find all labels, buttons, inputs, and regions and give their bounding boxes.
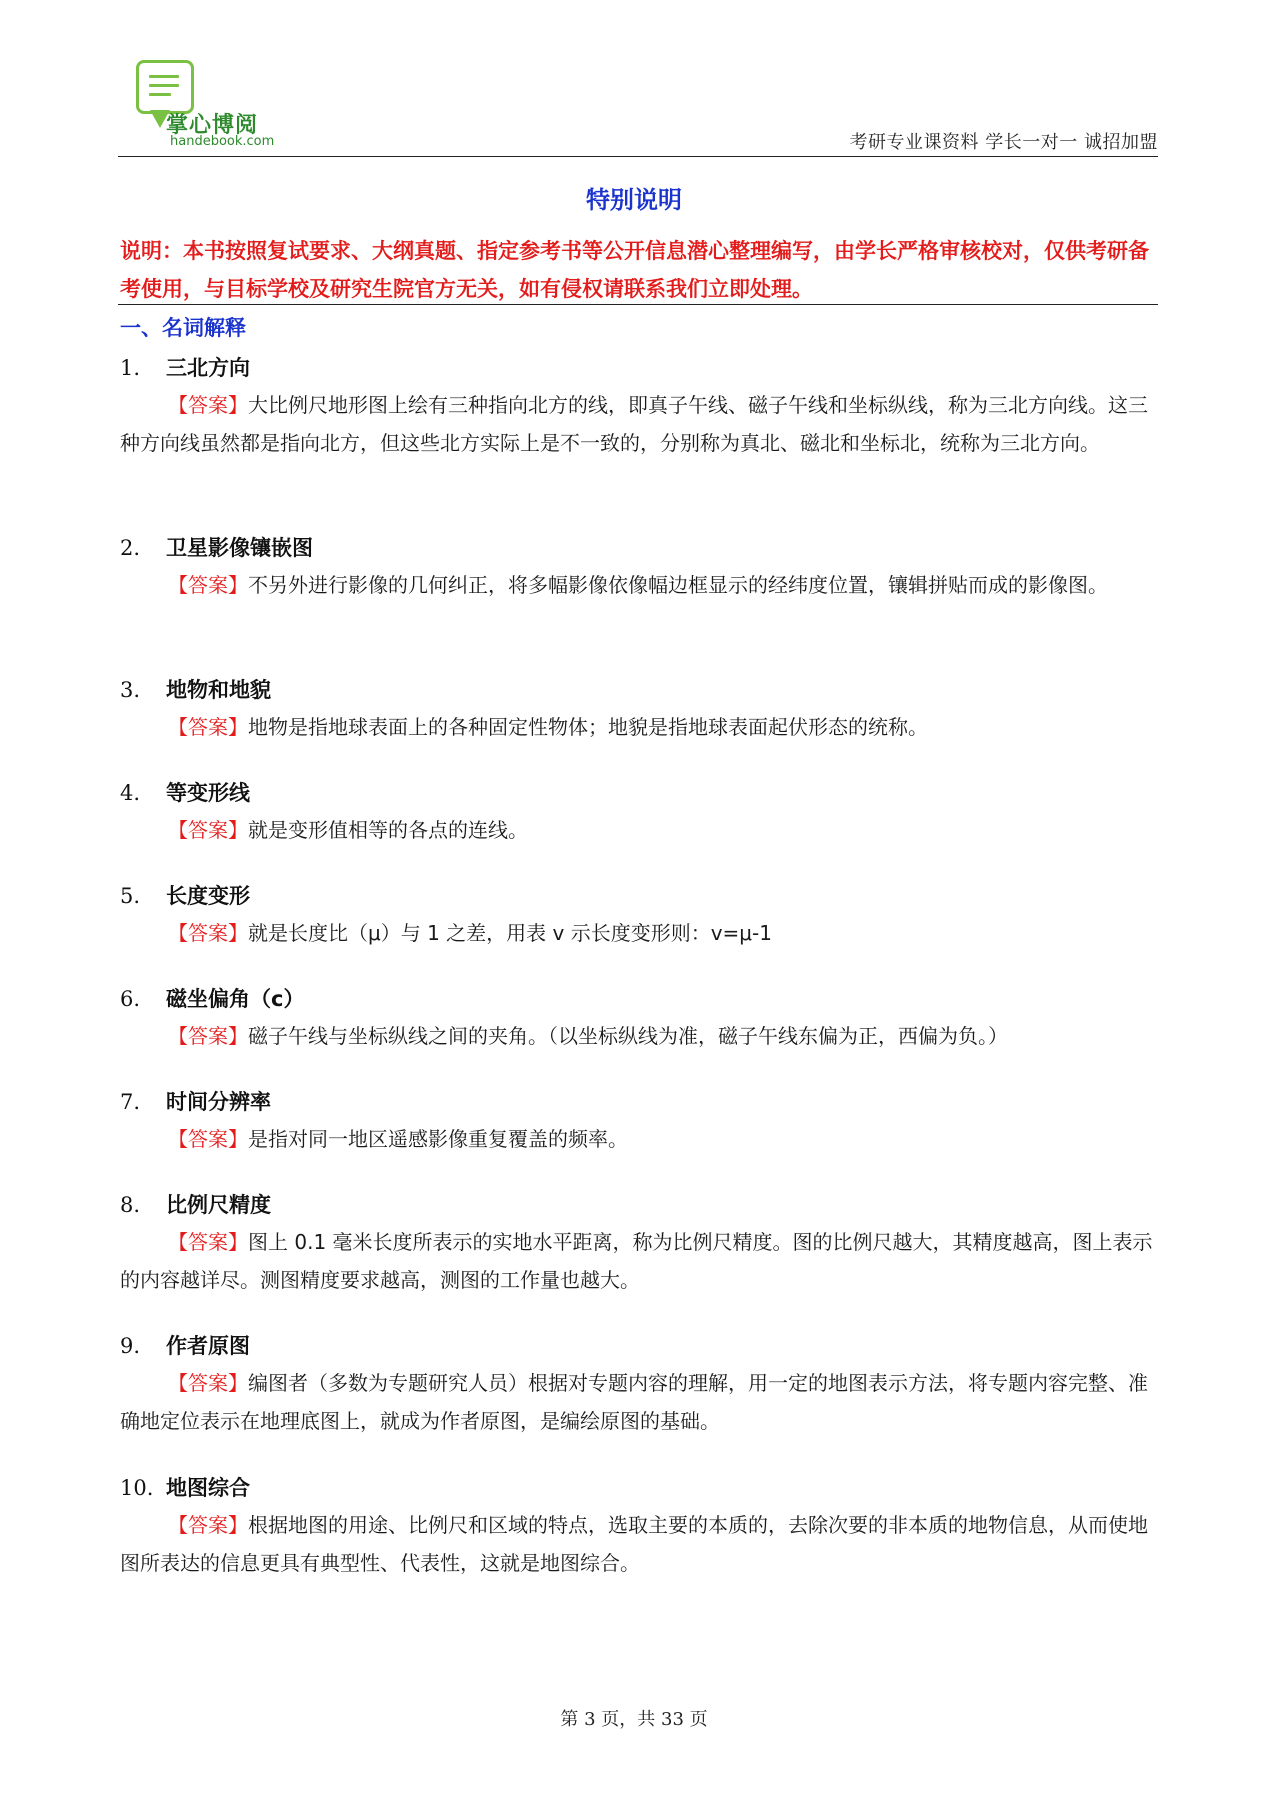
term-title: 卫星影像镶嵌图 — [166, 536, 313, 560]
term-entry — [120, 981, 1160, 1055]
term-title: 地图综合 — [166, 1476, 250, 1500]
answer-text: 地物是指地球表面上的各种固定性物体；地貌是指地球表面起伏形态的统称。 — [248, 715, 928, 739]
term-answer — [120, 1017, 1160, 1055]
term-title: 比例尺精度 — [166, 1193, 271, 1217]
answer-text: 就是长度比（μ）与 1 之差，用表 v 示长度变形则：v=μ-1 — [248, 921, 772, 945]
term-number: 10. — [120, 1476, 154, 1500]
logo-name: 掌心博阅 — [166, 113, 259, 138]
answer-text: 就是变形值相等的各点的连线。 — [248, 818, 528, 842]
answer-text: 大比例尺地形图上绘有三种指向北方的线，即真子午线、磁子午线和坐标纵线，称为三北方向线。这三种方向线虽然都是指向北方，但这些北方实际上是不一致的，分别称为真北、磁北和坐标北，统称为三北方向。 — [120, 393, 1148, 455]
answer-tag: 【答案】 — [168, 1024, 248, 1048]
term-number: 6. — [120, 987, 141, 1011]
term-entry — [120, 1470, 1160, 1582]
term-entry — [120, 530, 1160, 604]
term-heading — [120, 1328, 1160, 1364]
term-number: 5. — [120, 884, 141, 908]
logo-book-icon — [136, 60, 194, 114]
term-entry — [120, 1328, 1160, 1440]
term-answer — [120, 1364, 1160, 1440]
term-number: 7. — [120, 1090, 141, 1114]
term-answer — [120, 1120, 1160, 1158]
answer-text: 是指对同一地区遥感影像重复覆盖的频率。 — [248, 1127, 628, 1151]
term-number: 8. — [120, 1193, 141, 1217]
answer-text: 不另外进行影像的几何纠正，将多幅影像依像幅边框显示的经纬度位置，镶辑拼贴而成的影像图。 — [248, 573, 1108, 597]
term-heading — [120, 1084, 1160, 1120]
term-title: 作者原图 — [166, 1334, 250, 1358]
term-number: 3. — [120, 678, 141, 702]
answer-tag: 【答案】 — [168, 921, 248, 945]
term-number: 2. — [120, 536, 141, 560]
section-title: 一、名词解释 — [120, 316, 246, 340]
term-title: 三北方向 — [166, 356, 250, 380]
answer-tag: 【答案】 — [168, 1127, 248, 1151]
logo-url: handebook.com — [170, 134, 275, 149]
term-entry — [120, 878, 1160, 952]
term-answer — [120, 1506, 1160, 1582]
answer-tag: 【答案】 — [168, 1513, 248, 1537]
term-entry — [120, 1084, 1160, 1158]
term-heading — [120, 530, 1160, 566]
answer-tag: 【答案】 — [168, 573, 248, 597]
term-heading — [120, 672, 1160, 708]
answer-tag: 【答案】 — [168, 393, 248, 417]
page-footer: 第 3 页，共 33 页 — [560, 1709, 708, 1730]
answer-text: 根据地图的用途、比例尺和区域的特点，选取主要的本质的，去除次要的非本质的地物信息，从而使地图所表达的信息更具有典型性、代表性，这就是地图综合。 — [120, 1513, 1148, 1575]
answer-text: 图上 0.1 毫米长度所表示的实地水平距离，称为比例尺精度。图的比例尺越大，其精度越高，图上表示的内容越详尽。测图精度要求越高，测图的工作量也越大。 — [120, 1230, 1153, 1292]
term-title: 等变形线 — [166, 781, 250, 805]
logo — [136, 60, 286, 150]
term-heading — [120, 775, 1160, 811]
answer-text: 编图者（多数为专题研究人员）根据对专题内容的理解，用一定的地图表示方法，将专题内容完整、准确地定位表示在地理底图上，就成为作者原图，是编绘原图的基础。 — [120, 1371, 1148, 1433]
term-entry — [120, 775, 1160, 849]
term-answer — [120, 386, 1160, 462]
answer-tag: 【答案】 — [168, 715, 248, 739]
term-entry — [120, 672, 1160, 746]
page-title: 特别说明 — [586, 186, 682, 214]
term-answer — [120, 811, 1160, 849]
term-title: 长度变形 — [166, 884, 250, 908]
term-title: 地物和地貌 — [166, 678, 271, 702]
term-heading — [120, 878, 1160, 914]
term-number: 9. — [120, 1334, 141, 1358]
answer-tag: 【答案】 — [168, 818, 248, 842]
term-heading — [120, 981, 1160, 1017]
answer-tag: 【答案】 — [168, 1230, 248, 1254]
answer-text: 磁子午线与坐标纵线之间的夹角。（以坐标纵线为准，磁子午线东偏为正，西偏为负。） — [248, 1024, 1008, 1048]
term-title: 磁坐偏角（c） — [166, 987, 305, 1011]
header-slogan: 考研专业课资料 学长一对一 诚招加盟 — [849, 132, 1158, 153]
term-number: 1. — [120, 356, 141, 380]
term-entry — [120, 350, 1160, 462]
answer-tag: 【答案】 — [168, 1371, 248, 1395]
term-title: 时间分辨率 — [166, 1090, 271, 1114]
term-heading — [120, 350, 1160, 386]
term-answer — [120, 914, 1160, 952]
term-heading — [120, 1187, 1160, 1223]
notice-text: 说明：本书按照复试要求、大纲真题、指定参考书等公开信息潜心整理编写，由学长严格审核校对，仅供考研备考使用，与目标学校及研究生院官方无关，如有侵权请联系我们立即处理。 — [120, 239, 1149, 301]
term-answer — [120, 566, 1160, 604]
term-heading — [120, 1470, 1160, 1506]
term-number: 4. — [120, 781, 141, 805]
term-answer — [120, 1223, 1160, 1299]
notice-divider — [118, 304, 1158, 305]
term-answer — [120, 708, 1160, 746]
term-entry — [120, 1187, 1160, 1299]
header-divider — [118, 156, 1158, 157]
